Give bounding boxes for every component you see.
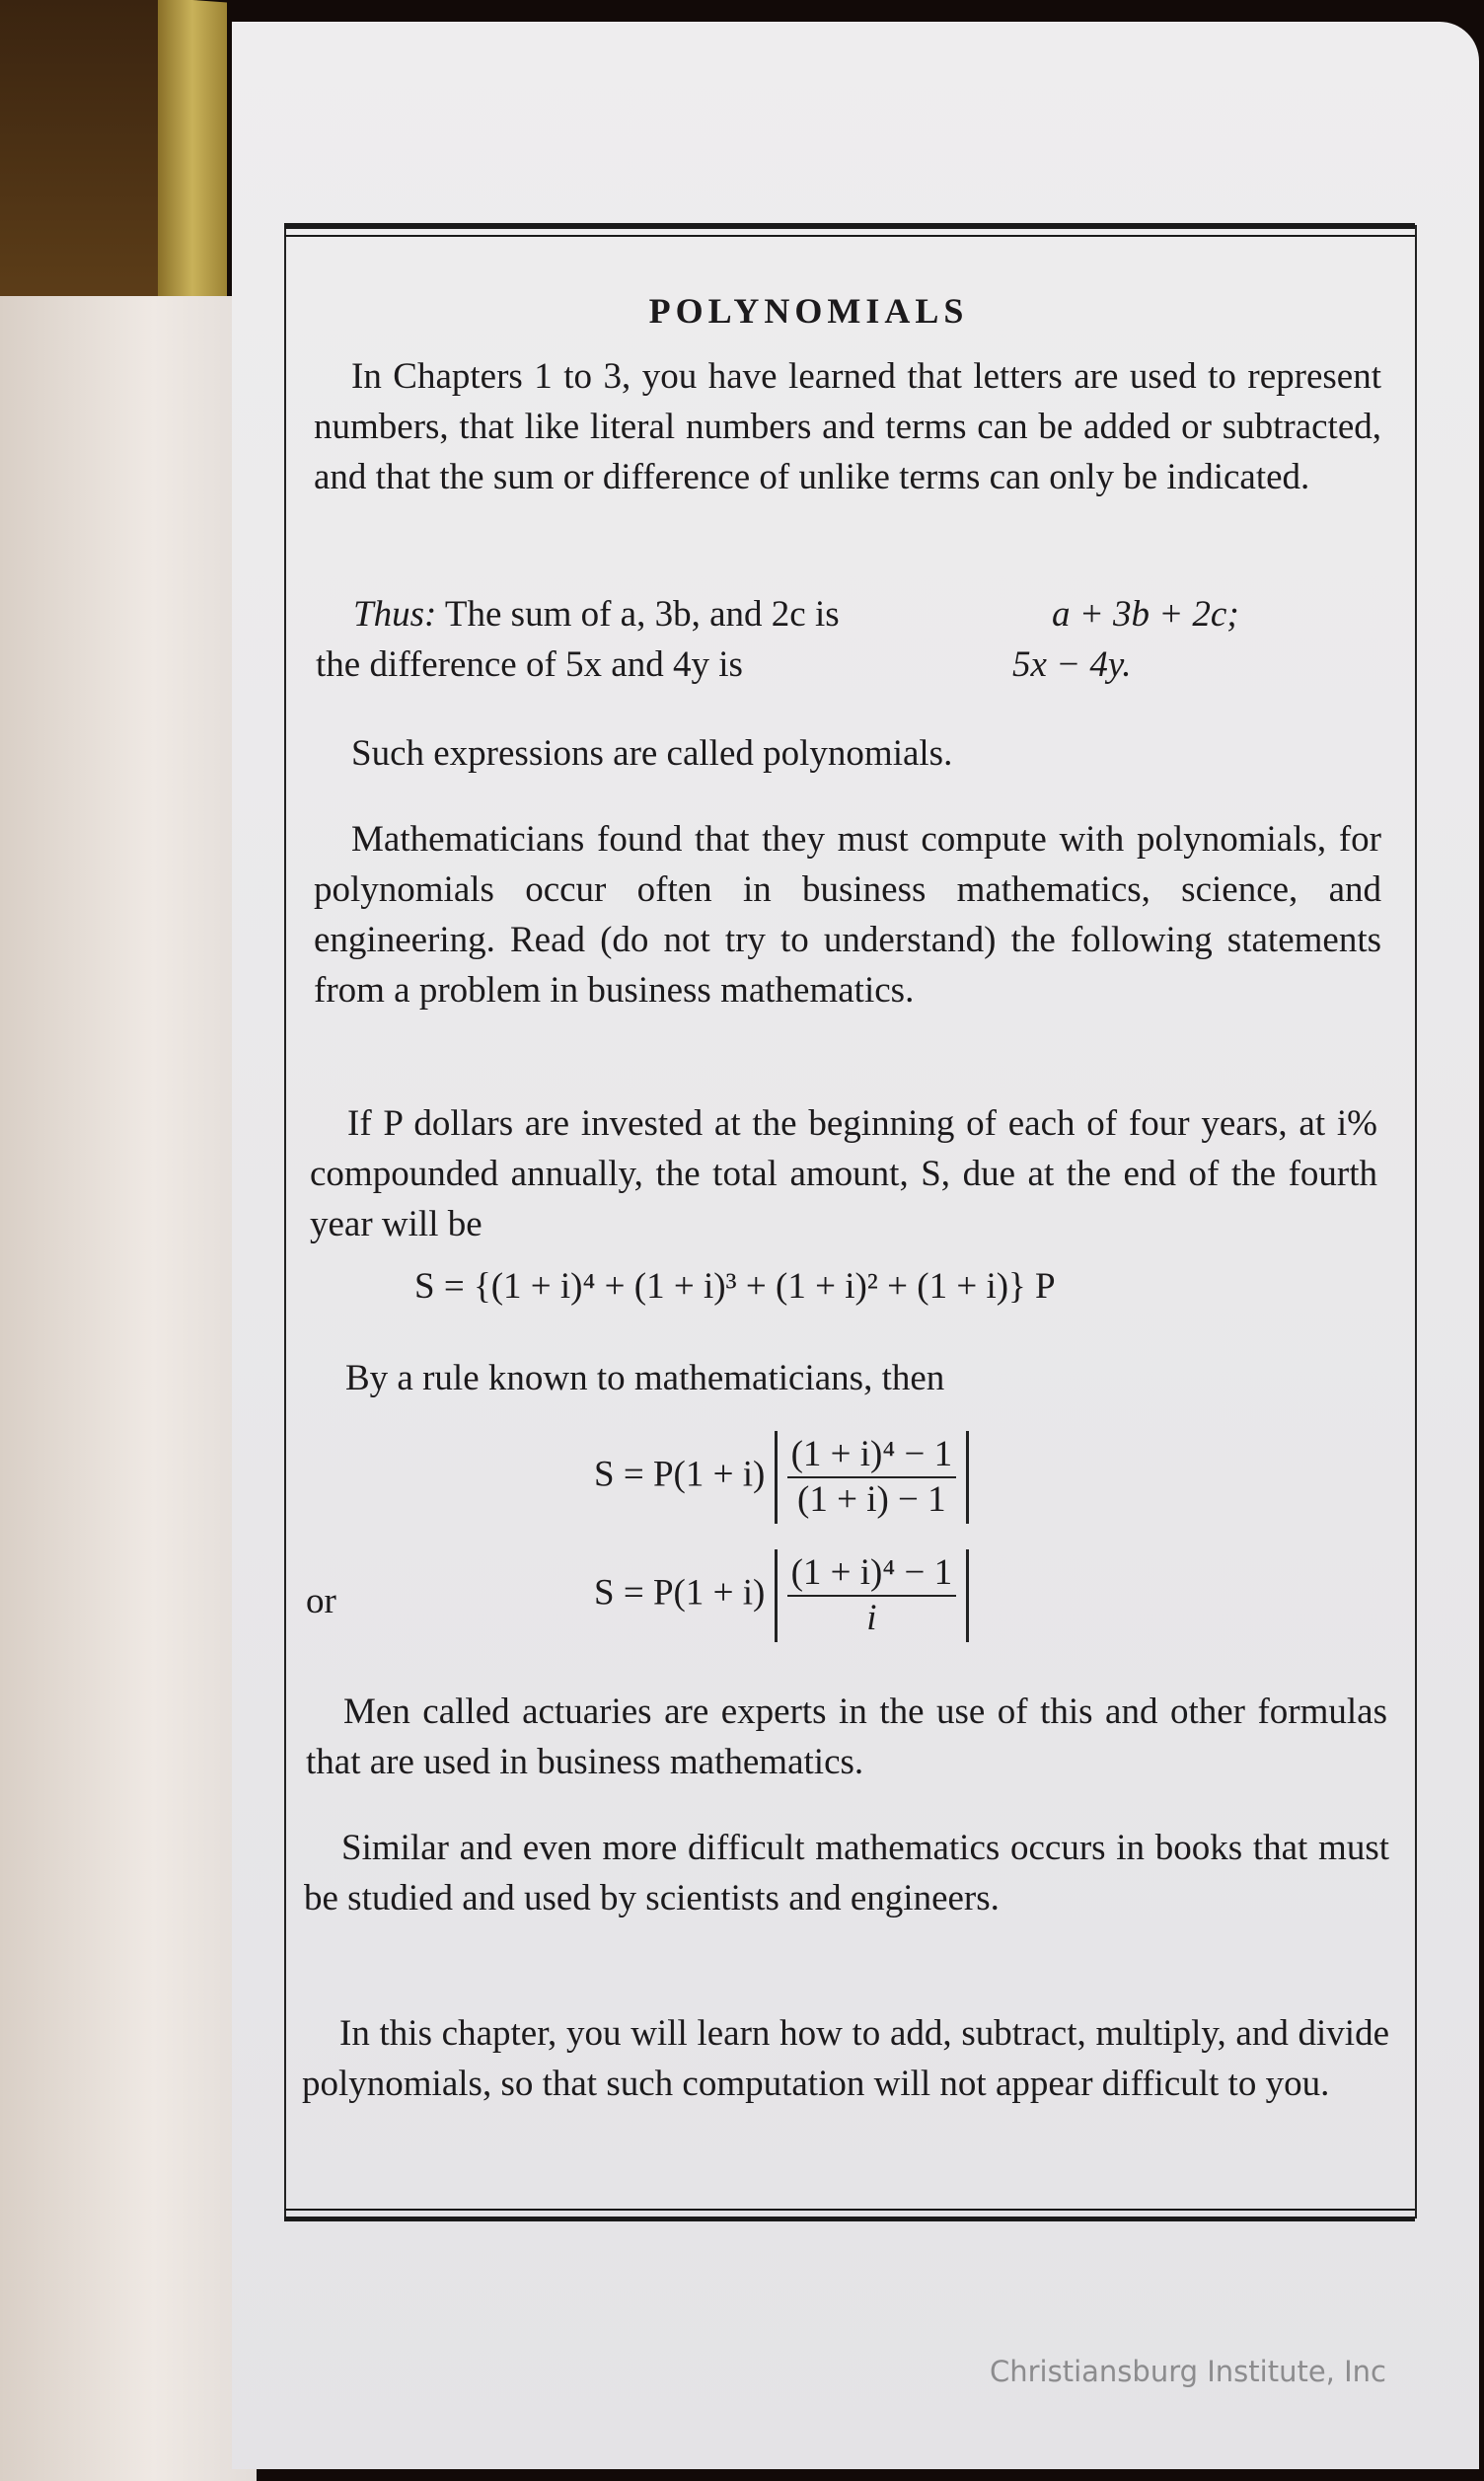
numerator: (1 + i)⁴ − 1 bbox=[787, 1433, 957, 1478]
thus-label: Thus: bbox=[353, 594, 437, 635]
thus-text-1: The sum of a, 3b, and 2c is bbox=[444, 594, 840, 635]
page-stack bbox=[0, 296, 257, 2481]
thus-line-1 bbox=[353, 589, 840, 639]
top-rule-thick bbox=[284, 223, 1415, 229]
denominator: (1 + i) − 1 bbox=[797, 1479, 946, 1520]
intro-paragraph: In Chapters 1 to 3, you have learned that letters are used to represent numbers, that like literal numbers and terms can be added or subtracted, and that the sum or difference of unlike terms can only be indicated. bbox=[314, 356, 1381, 497]
formula-simplified-lhs: S = P(1 + i) bbox=[594, 1572, 766, 1614]
fraction bbox=[775, 1431, 970, 1524]
such-paragraph: Such expressions are called polynomials. bbox=[351, 733, 953, 774]
actuaries-paragraph: Men called actuaries are experts in the use of this and other formulas that are used in business mathematics. bbox=[306, 1692, 1387, 1782]
or-label: or bbox=[306, 1581, 336, 1621]
thus-line-2: the difference of 5x and 4y is bbox=[316, 644, 743, 685]
numerator: (1 + i)⁴ − 1 bbox=[787, 1551, 957, 1597]
formula-sum: S = {(1 + i)⁴ + (1 + i)³ + (1 + i)² + (1 + i)} P bbox=[414, 1266, 1056, 1307]
similar-paragraph: Similar and even more difficult mathematics occurs in books that must be studied and used by scientists and engineers. bbox=[304, 1828, 1389, 1918]
mathematicians-paragraph: Mathematicians found that they must compute with polynomials, for polynomials occur often in business mathematics, science, and engineering. Read (do not try to understand) the following statements from a problem in business mathematics. bbox=[314, 819, 1381, 1011]
thus-expression-2: 5x − 4y. bbox=[1012, 644, 1132, 685]
bottom-rule-thick bbox=[284, 2217, 1415, 2221]
bottom-rule-thin bbox=[284, 2209, 1415, 2211]
denominator: i bbox=[866, 1598, 877, 1638]
formula-simplified bbox=[594, 1549, 969, 1642]
chapter-paragraph: In this chapter, you will learn how to add, subtract, multiply, and divide polynomials, so that such computation will not appear difficult to you. bbox=[302, 2013, 1389, 2104]
gilt-edge bbox=[158, 0, 227, 308]
formula-ratio-lhs: S = P(1 + i) bbox=[594, 1454, 766, 1495]
investment-paragraph: If P dollars are invested at the beginning of each of four years, at i% compounded annually, the total amount, S, due at the end of the fourth year will be bbox=[310, 1103, 1377, 1244]
fraction bbox=[775, 1549, 970, 1642]
section-title: POLYNOMIALS bbox=[648, 291, 969, 331]
top-rule-thin bbox=[284, 235, 1415, 237]
watermark: Christiansburg Institute, Inc bbox=[990, 2355, 1386, 2388]
formula-ratio bbox=[594, 1431, 969, 1524]
thus-expression-1: a + 3b + 2c; bbox=[1052, 594, 1239, 635]
rule-paragraph: By a rule known to mathematicians, then bbox=[345, 1358, 945, 1398]
